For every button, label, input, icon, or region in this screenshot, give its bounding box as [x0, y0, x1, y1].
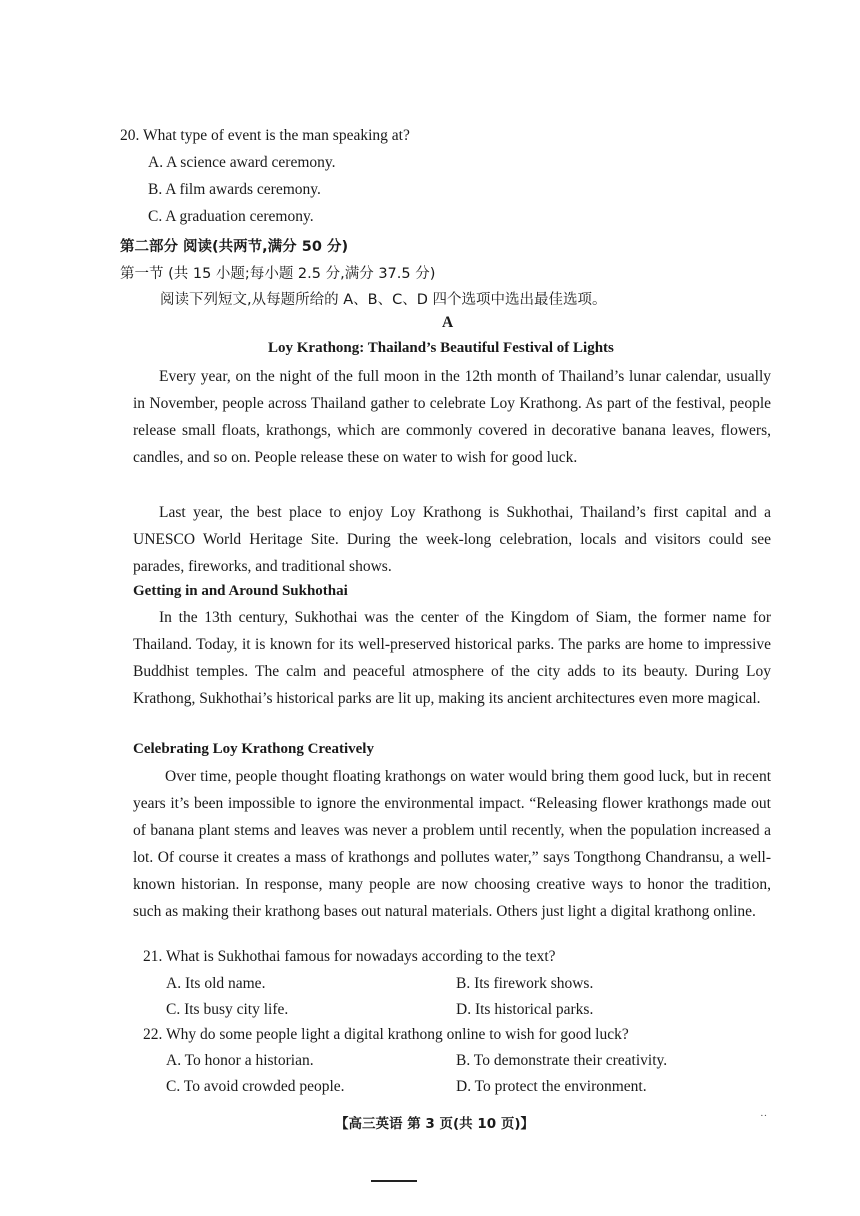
- q22-option-a: A. To honor a historian.: [166, 1052, 314, 1069]
- sub-section-title: 第一节 (共 15 小题;每小题 2.5 分,满分 37.5 分): [120, 266, 436, 282]
- q20-option-a: A. A science award ceremony.: [148, 154, 336, 171]
- passage-paragraph-2: Last year, the best place to enjoy Loy Krathong is Sukhothai, Thailand’s first capital and a UNESCO World Heritage Site. During the week-long celebration, locals and visitors could see parades, fireworks, and traditional shows.: [133, 504, 771, 575]
- q21-stem: 21. What is Sukhothai famous for nowadays according to the text?: [143, 948, 556, 965]
- q20-stem: 20. What type of event is the man speaking at?: [120, 127, 410, 144]
- corner-mark: ··: [760, 1110, 768, 1122]
- q22-option-b: B. To demonstrate their creativity.: [456, 1052, 668, 1069]
- q22-option-d: D. To protect the environment.: [456, 1078, 647, 1095]
- q21-option-c: C. Its busy city life.: [166, 1001, 289, 1018]
- heading-getting-around: Getting in and Around Sukhothai: [133, 583, 348, 599]
- passage-paragraph-4: Over time, people thought floating krathongs on water would bring them good luck, but in recent years it’s been impossible to ignore the environmental impact. “Releasing flower krathongs made out of banana plant stems and leaves was never a problem until recently, when the population increased a lot. Of course it creates a mass of krathongs and pollutes water,” says Tongthong Chandransu, a well-known historian. In response, many people are now choosing creative ways to honor the tradition, such as making their krathong bases out natural materials. Others just light a digital krathong online.: [133, 768, 771, 920]
- part-title: 第二部分 阅读(共两节,满分 50 分): [120, 239, 349, 255]
- passage-paragraph-3: In the 13th century, Sukhothai was the center of the Kingdom of Siam, the former name for Thailand. Today, it is known for its well-preserved historical parks. The parks are home to impressive Buddhist temples. The calm and peaceful atmosphere of the city adds to its beauty. During Loy Krathong, Sukhothai’s historical parks are lit up, making its ancient architectures even more magical.: [133, 609, 771, 707]
- heading-celebrating: Celebrating Loy Krathong Creatively: [133, 741, 374, 757]
- q22-option-c: C. To avoid crowded people.: [166, 1078, 345, 1095]
- page-footer: 【高三英语 第 3 页(共 10 页)】: [335, 1116, 535, 1132]
- instruction: 阅读下列短文,从每题所给的 A、B、C、D 四个选项中选出最佳选项。: [160, 292, 607, 308]
- q21-option-b: B. Its firework shows.: [456, 975, 594, 992]
- q21-option-d: D. Its historical parks.: [456, 1001, 594, 1018]
- q21-option-a: A. Its old name.: [166, 975, 266, 992]
- q22-stem: 22. Why do some people light a digital krathong online to wish for good luck?: [143, 1026, 629, 1043]
- passage-title: Loy Krathong: Thailand’s Beautiful Festival of Lights: [268, 340, 614, 356]
- passage-paragraph-1: Every year, on the night of the full moon in the 12th month of Thailand’s lunar calendar, usually in November, people across Thailand gather to celebrate Loy Krathong. As part of the festival, people release small floats, krathongs, which are commonly covered in decorative banana leaves, flowers, candles, and so on. People release these on water to wish for good luck.: [133, 368, 771, 466]
- q20-option-c: C. A graduation ceremony.: [148, 208, 314, 225]
- q20-option-b: B. A film awards ceremony.: [148, 181, 321, 198]
- bottom-rule: [371, 1180, 417, 1182]
- passage-letter: A: [442, 314, 454, 331]
